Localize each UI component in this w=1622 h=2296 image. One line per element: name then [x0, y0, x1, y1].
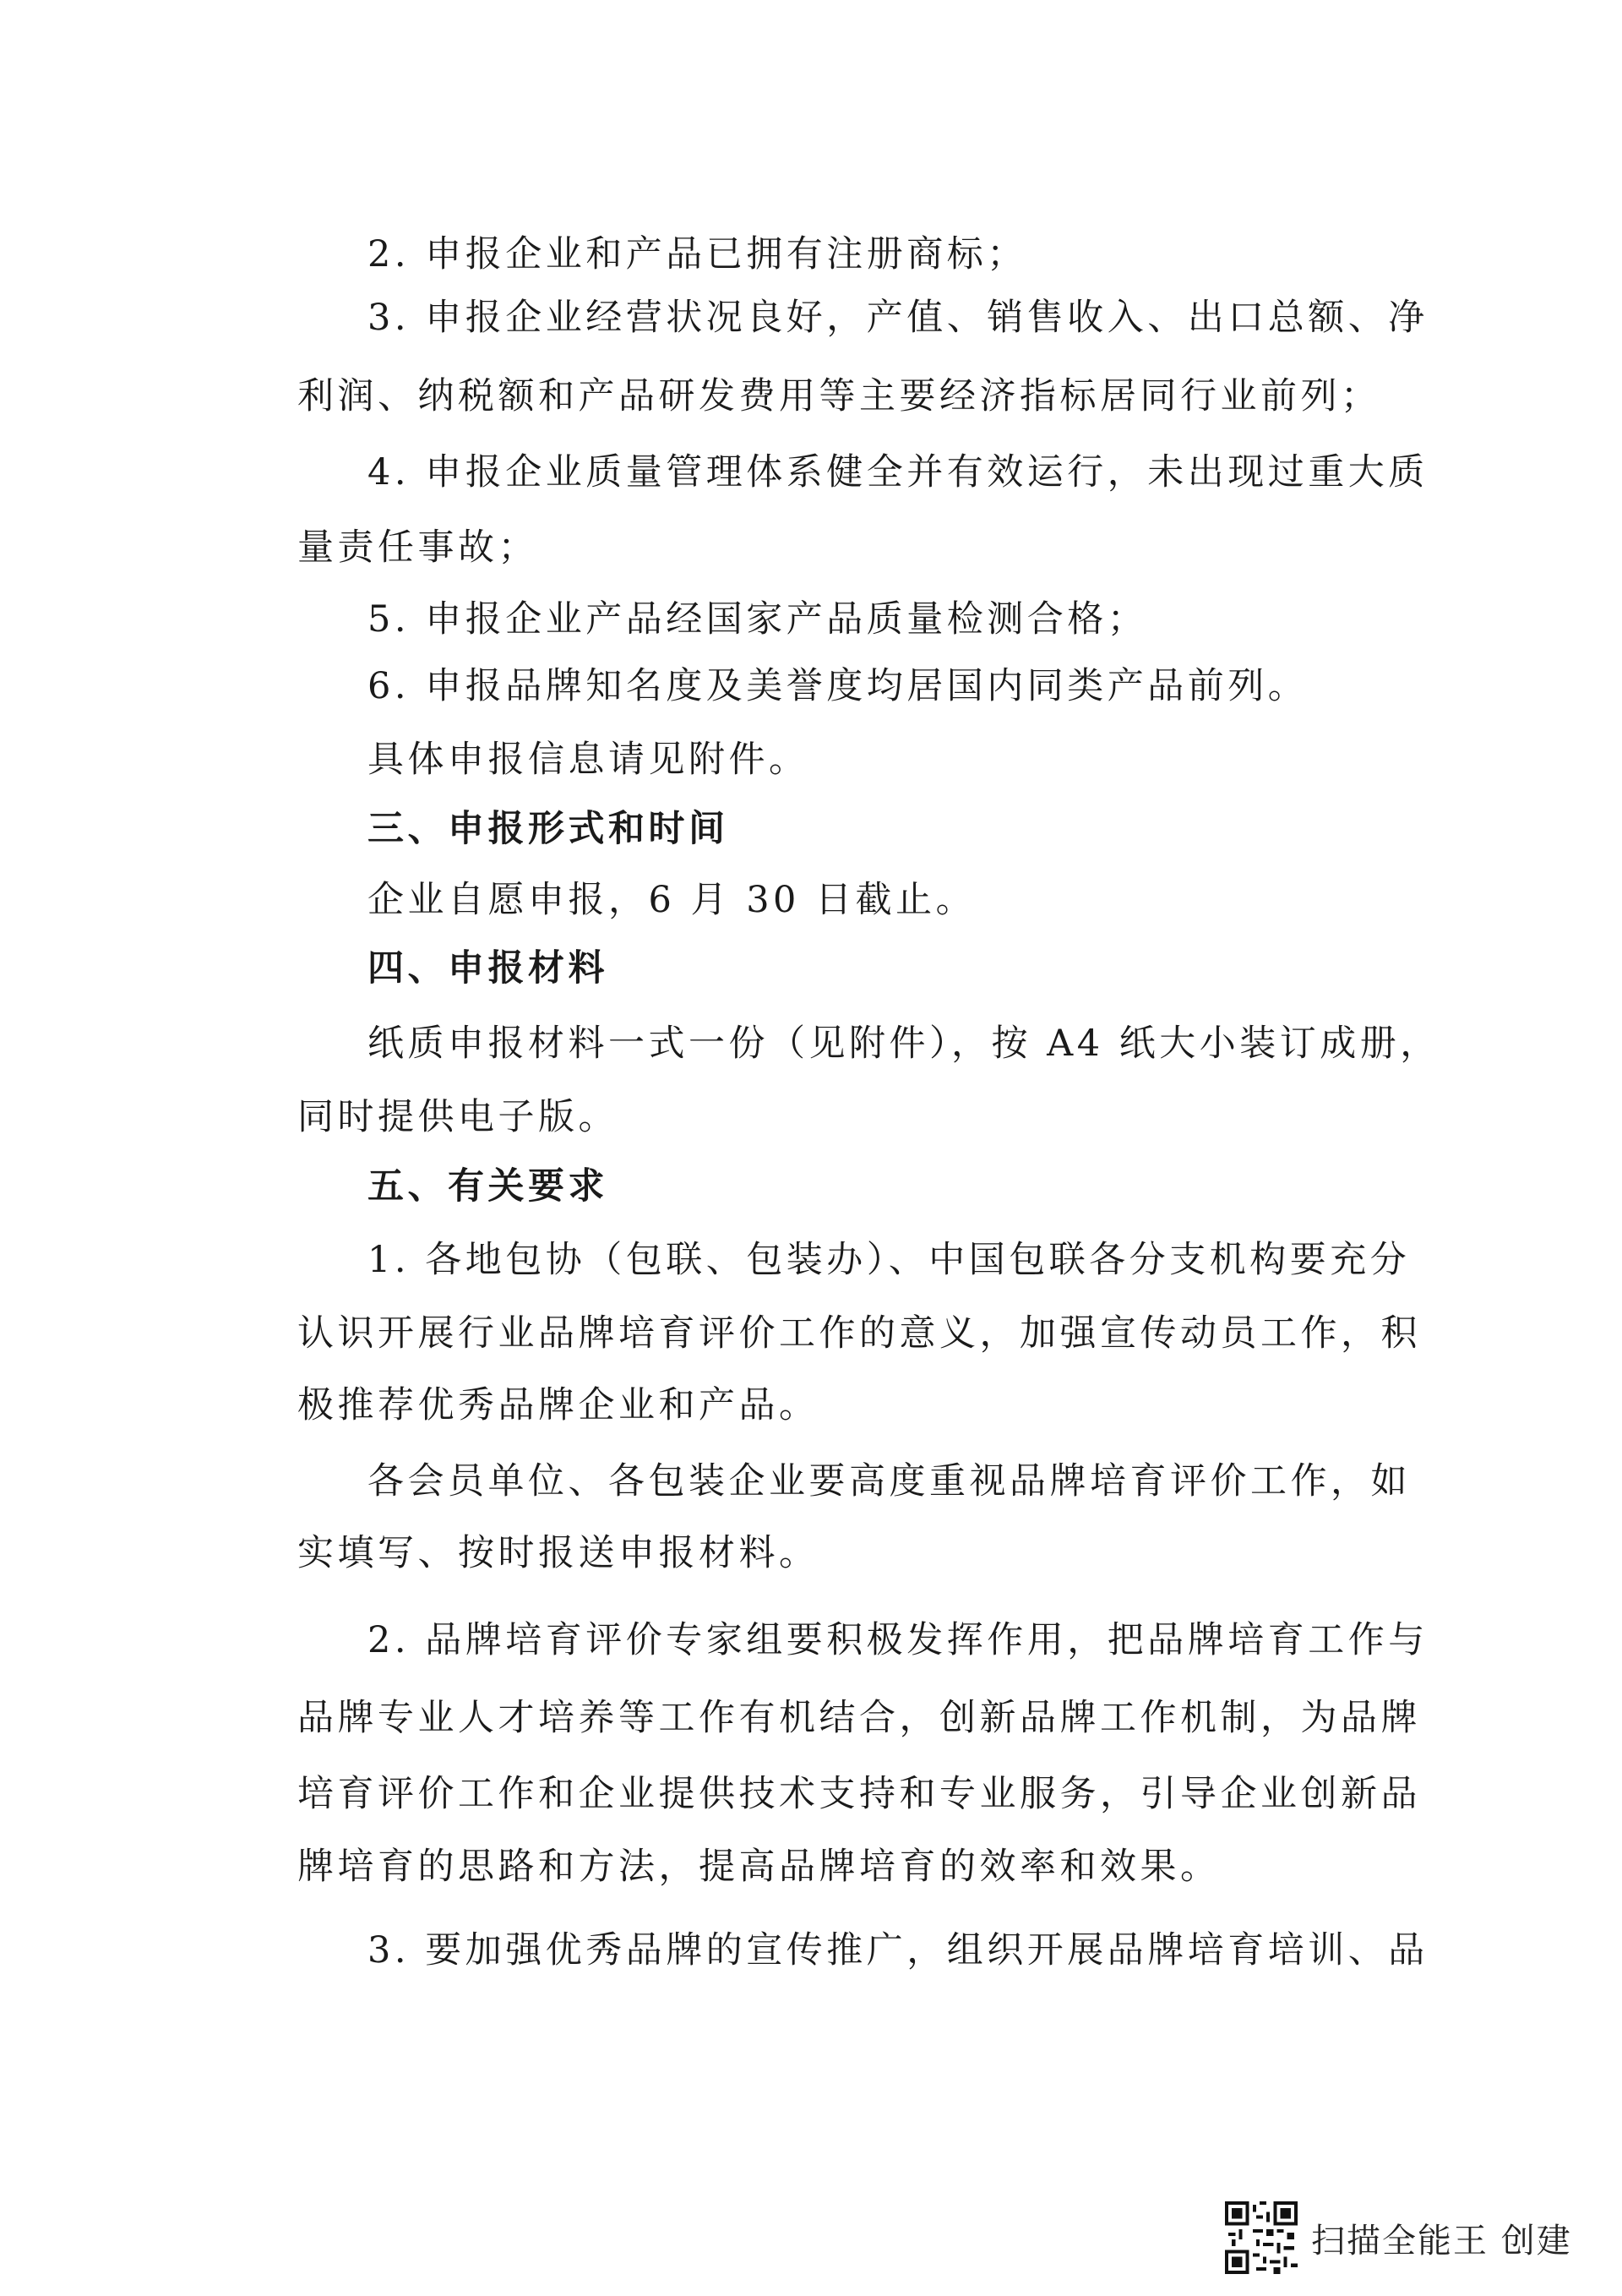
- paragraph-line: 6. 申报品牌知名度及美誉度均居国内同类产品前列。: [367, 665, 1309, 707]
- paragraph-line: 具体申报信息请见附件。: [367, 739, 809, 781]
- paragraph-line: 极推荐优秀品牌企业和产品。: [297, 1384, 819, 1426]
- paragraph-line: 纸质申报材料一式一份（见附件），按 A4 纸大小装订成册，: [367, 1023, 1440, 1065]
- section-heading: 三、申报形式和时间: [367, 808, 729, 850]
- paragraph-line: 企业自愿申报，6 月 30 日截止。: [367, 879, 977, 921]
- paragraph-line: 3. 申报企业经营状况良好，产值、销售收入、出口总额、净: [367, 297, 1429, 339]
- paragraph-line: 利润、纳税额和产品研发费用等主要经济指标居同行业前列；: [297, 375, 1381, 417]
- scanner-watermark: [1225, 2201, 1572, 2274]
- section-heading: 四、申报材料: [367, 947, 608, 990]
- paragraph-line: 各会员单位、各包装企业要高度重视品牌培育评价工作，如: [367, 1460, 1411, 1502]
- paragraph-line: 量责任事故；: [297, 526, 538, 569]
- watermark-text: 扫描全能王 创建: [1311, 2221, 1572, 2261]
- paragraph-line: 3. 要加强优秀品牌的宣传推广，组织开展品牌培育培训、品: [367, 1929, 1429, 1972]
- qr-code-icon: [1225, 2201, 1298, 2274]
- paragraph-line: 5. 申报企业产品经国家产品质量检测合格；: [367, 598, 1148, 641]
- paragraph-line: 2. 品牌培育评价专家组要积极发挥作用，把品牌培育工作与: [367, 1619, 1429, 1661]
- section-heading: 五、有关要求: [367, 1165, 608, 1208]
- paragraph-line: 4. 申报企业质量管理体系健全并有效运行，未出现过重大质: [367, 451, 1429, 494]
- paragraph-line: 品牌专业人才培养等工作有机结合，创新品牌工作机制，为品牌: [297, 1697, 1421, 1739]
- paragraph-line: 2. 申报企业和产品已拥有注册商标；: [367, 233, 1027, 275]
- paragraph-line: 实填写、按时报送申报材料。: [297, 1532, 819, 1574]
- paragraph-line: 同时提供电子版。: [297, 1096, 618, 1138]
- paragraph-line: 培育评价工作和企业提供技术支持和专业服务，引导企业创新品: [297, 1773, 1421, 1815]
- paragraph-line: 牌培育的思路和方法，提高品牌培育的效率和效果。: [297, 1846, 1221, 1888]
- paragraph-line: 认识开展行业品牌培育评价工作的意义，加强宣传动员工作，积: [297, 1312, 1421, 1355]
- paragraph-line: 1. 各地包协（包联、包装办）、中国包联各分支机构要充分: [367, 1239, 1411, 1281]
